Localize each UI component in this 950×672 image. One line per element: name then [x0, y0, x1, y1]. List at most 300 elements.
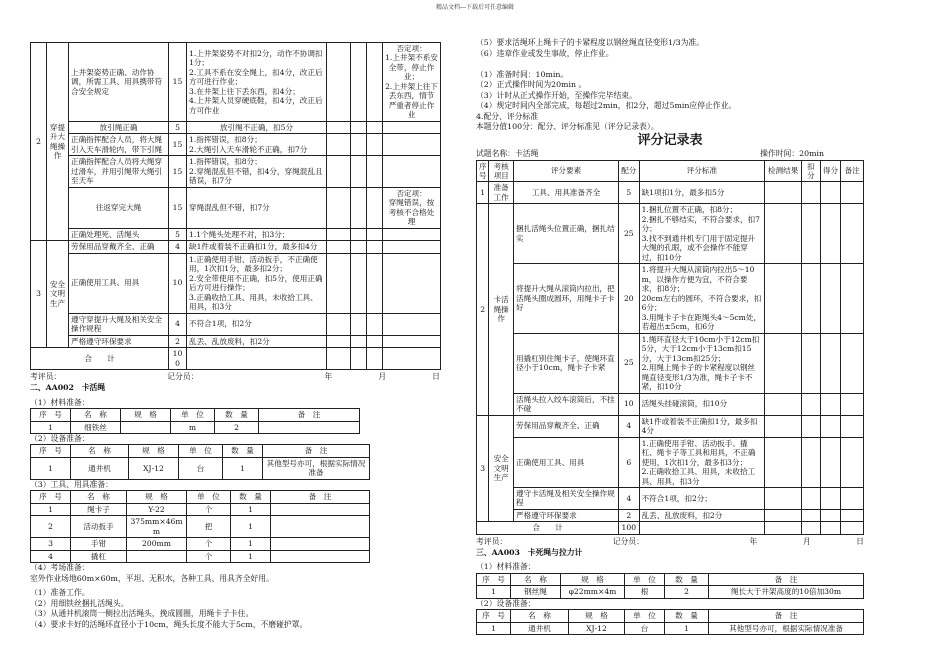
- tools-cell: [271, 550, 370, 562]
- requirement-line: （1）准备时间：10min。: [476, 69, 569, 79]
- materials-row-cell: φ22mm×4m: [561, 586, 625, 598]
- tools-header: [31, 491, 370, 503]
- tools-cell: 4: [31, 550, 71, 562]
- blank-cell: [802, 182, 821, 204]
- tools-label: （3）工具、用具准备：: [30, 479, 113, 489]
- equipment-row-cell: 其他型号亦可，根据实际情况准备: [263, 457, 370, 479]
- tools-table: [30, 490, 370, 563]
- score-value: 4: [169, 241, 187, 253]
- equipment-row: [477, 622, 864, 634]
- materials-header-cell: 单 位: [171, 409, 215, 421]
- score-value: 15: [169, 43, 187, 122]
- scoring-criteria: 穿绳混乱但不错，扣7分: [187, 187, 327, 228]
- right-column: [476, 38, 864, 635]
- tools-cell: [271, 503, 370, 515]
- tools-cell: 1: [231, 516, 271, 538]
- scoring-header-cell: 评分标准: [639, 160, 765, 182]
- result-cell: [327, 187, 351, 228]
- scoring-criteria: 不符合1项，扣2分；: [639, 488, 765, 510]
- scoring-criteria: 乱丢、乱放废料，扣2分: [187, 335, 327, 347]
- remark-cell: [383, 241, 441, 253]
- table-row: [31, 241, 441, 253]
- tools-cell: 375mm×46mm: [127, 516, 187, 538]
- scoring-header-cell: 考核项目: [489, 160, 514, 182]
- blank-cell: [820, 415, 841, 437]
- scoring-header-cell: 序号: [477, 160, 489, 182]
- scoring-element: 劳保用品穿戴齐全、正确: [514, 415, 619, 437]
- scoring-element: 上井架姿势正确、动作协调，所需工具、用具携带符合安全规定: [69, 43, 169, 122]
- scoring-header-cell: 检测结果: [765, 160, 802, 182]
- blank-cell: [841, 182, 864, 204]
- equipment-header-cell: 单 位: [625, 610, 665, 622]
- materials-row-cell: [121, 421, 171, 433]
- blank-cell: [820, 204, 841, 264]
- blank-cell: [765, 415, 802, 437]
- blank-cell: [820, 522, 841, 534]
- remark-cell: 否定项： 1.上井架不系安全带，停止作业； 2.上井架上往下丢东西，情节严重者停止作业: [383, 43, 441, 122]
- earned-cell: [367, 187, 383, 228]
- blank-cell: [820, 182, 841, 204]
- scoring-element: 正确使用工具、用具: [514, 437, 619, 487]
- test-info-line: [476, 149, 864, 160]
- score-value: 25: [619, 204, 640, 264]
- section-title-aa002: 二、AA002 卡活绳: [30, 383, 106, 393]
- table-row: [31, 43, 441, 122]
- earned-cell: [367, 228, 383, 240]
- score-value: 4: [619, 415, 640, 437]
- month-label: 月: [378, 372, 387, 382]
- result-cell: [327, 43, 351, 122]
- equipment-row-cell: 台: [179, 457, 223, 479]
- tools-cell: 撬杠: [71, 550, 127, 562]
- result-cell: [327, 253, 351, 313]
- deduct-cell: [351, 313, 367, 335]
- materials-label-2: （1）材料准备：: [476, 562, 536, 572]
- tools-cell: 绳卡子: [71, 503, 127, 515]
- tools-row: [31, 538, 370, 550]
- result-cell: [327, 156, 351, 187]
- equipment-header-cell: 名 称: [71, 445, 129, 457]
- scoring-criteria: 1.1个绳头处理不对，扣3分；: [187, 228, 327, 240]
- deduct-cell: [351, 187, 367, 228]
- scoring-header-cell: 配分: [619, 160, 640, 182]
- earned-cell: [367, 313, 383, 335]
- score-value: 20: [619, 264, 640, 333]
- tools-row: [31, 516, 370, 538]
- result-cell: [327, 241, 351, 253]
- blank-cell: [367, 348, 383, 370]
- equipment-row-cell: 通井机: [511, 622, 569, 634]
- equipment-header-cell: 备 注: [263, 445, 370, 457]
- remark-cell: [383, 335, 441, 347]
- materials-row-cell: 2: [215, 421, 259, 433]
- blank-cell: [841, 264, 864, 333]
- blank-cell: [765, 333, 802, 393]
- day-label-2: 日: [856, 536, 864, 546]
- scoring-table-2: [476, 160, 864, 535]
- earned-cell: [367, 121, 383, 133]
- materials-header-cell: 数 量: [665, 573, 709, 585]
- scoring-criteria: 1.指挥错误，扣8分； 2.穿绳混乱但不错，扣4分，穿绳混乱且错误，扣7分: [187, 156, 327, 187]
- earned-cell: [367, 335, 383, 347]
- materials-row-cell: m: [171, 421, 215, 433]
- equipment-label-2: （2）设备准备：: [476, 598, 536, 608]
- materials-header-cell: 规 格: [561, 573, 625, 585]
- table-row: [31, 156, 441, 187]
- tools-header-cell: 数 量: [231, 491, 271, 503]
- score-value: 10: [169, 253, 187, 313]
- blank-cell: [820, 437, 841, 487]
- equipment-row-cell: 台: [625, 622, 665, 634]
- table-row: [31, 121, 441, 133]
- score-value: 15: [169, 156, 187, 187]
- blank-cell: [820, 264, 841, 333]
- result-cell: [327, 313, 351, 335]
- scoring-header-cell: 备注: [841, 160, 864, 182]
- score-value: 2: [169, 335, 187, 347]
- equipment-header-cell: 序 号: [477, 610, 511, 622]
- scoring-criteria: 缺1件或着装不正确扣1分，最多扣4分: [187, 241, 327, 253]
- table-row: [477, 437, 864, 487]
- scoring-table-1: [30, 42, 441, 370]
- blank-cell: [820, 488, 841, 510]
- materials-row-cell: 钢丝绳: [511, 586, 561, 598]
- materials-table: [30, 408, 360, 434]
- materials-header-cell: 序 号: [477, 573, 511, 585]
- scoring-criteria: 缺1件或着装不正确扣1分，最多扣4分: [639, 415, 765, 437]
- earned-cell: [367, 156, 383, 187]
- materials-header-cell: 数 量: [215, 409, 259, 421]
- remark-cell: [383, 228, 441, 240]
- total-label: 合 计: [477, 522, 619, 534]
- assessment-item: 卡活绳操作: [489, 204, 514, 415]
- tools-cell: 2: [31, 516, 71, 538]
- score-value: 6: [619, 437, 640, 487]
- blank-cell: [765, 437, 802, 487]
- remark-cell: [383, 253, 441, 313]
- tools-cell: 200mm: [127, 538, 187, 550]
- equipment-header-cell: 数 量: [665, 610, 709, 622]
- tools-header-cell: 规 格: [127, 491, 187, 503]
- requirement-line: （4）规定时间内全部完成，每超过2min，扣2分，超过5min应停止作业。: [476, 101, 737, 110]
- blank-cell: [841, 393, 864, 415]
- blank-cell: [802, 437, 821, 487]
- recorder-label: 记分员：: [167, 372, 199, 382]
- table-row: [31, 187, 441, 228]
- scoring-element: 将提升大绳从滚筒内拉出，把活绳头圈成圆环，用绳卡子卡好: [514, 264, 619, 333]
- blank-cell: [841, 437, 864, 487]
- tools-cell: 把: [187, 516, 231, 538]
- tools-cell: 3: [31, 538, 71, 550]
- assessment-item: 准备工作: [489, 182, 514, 204]
- tools-row: [31, 503, 370, 515]
- result-cell: [327, 121, 351, 133]
- scoring-element: 工具、用具准备齐全: [514, 182, 619, 204]
- blank-cell: [765, 509, 802, 521]
- blank-cell: [802, 393, 821, 415]
- venue-label: （4）考场准备：: [30, 563, 90, 573]
- equipment-row-cell: XJ-12: [569, 622, 625, 634]
- deduct-cell: [351, 121, 367, 133]
- deduct-cell: [351, 156, 367, 187]
- equipment-row: [31, 457, 370, 479]
- tools-cell: 1: [231, 503, 271, 515]
- materials-label: （1）材料准备：: [30, 397, 90, 407]
- requirement-line: [476, 59, 864, 70]
- blank-cell: [841, 415, 864, 437]
- scoring-element: 放引绳正确: [69, 121, 169, 133]
- blank-cell: [841, 509, 864, 521]
- equipment-row-cell: 通井机: [71, 457, 129, 479]
- equipment-header-cell: 规 格: [129, 445, 179, 457]
- remark-cell: [383, 134, 441, 156]
- tools-row: [31, 550, 370, 562]
- tools-header-cell: 名 称: [71, 491, 127, 503]
- materials-header-cell: 名 称: [511, 573, 561, 585]
- equipment-header: [477, 610, 864, 622]
- materials-row-cell: 绳长大于井架高度的10倍加30m: [709, 586, 864, 598]
- scoring-header-cell: 评分要素: [514, 160, 619, 182]
- materials-header: [31, 409, 360, 421]
- tools-cell: 1: [231, 550, 271, 562]
- blank-cell: [802, 509, 821, 521]
- tools-header-cell: 单 位: [187, 491, 231, 503]
- score-value: 10: [619, 393, 640, 415]
- equipment-table: [30, 444, 370, 479]
- deduct-cell: [351, 43, 367, 122]
- equipment-row-cell: 1: [31, 457, 71, 479]
- total-row: [31, 348, 441, 370]
- scoring-criteria: 缺1项扣1分，最多扣5分: [639, 182, 765, 204]
- scoring-element: 严格遵守环保要求: [514, 509, 619, 521]
- materials-header-cell: 备 注: [259, 409, 360, 421]
- deduct-cell: [351, 241, 367, 253]
- materials-table-2: [476, 573, 864, 599]
- row-number: 3: [477, 415, 489, 522]
- score-value: 4: [169, 313, 187, 335]
- deduct-cell: [351, 134, 367, 156]
- equipment-table-2: [476, 609, 864, 635]
- earned-cell: [367, 253, 383, 313]
- requirement-line: （2）正式操作时间为20min 。: [476, 80, 587, 89]
- left-column: [30, 42, 440, 630]
- year-label-2: 年: [749, 536, 758, 546]
- assessment-item: 安全文明生产: [489, 415, 514, 522]
- table-row: [477, 415, 864, 437]
- remark-cell: [383, 121, 441, 133]
- blank-cell: [187, 348, 327, 370]
- sign-line-2: [476, 537, 864, 548]
- tools-cell: 个: [187, 550, 231, 562]
- materials-row: [477, 586, 864, 598]
- blank-cell: [802, 204, 821, 264]
- requirement-line: （6）违章作业或发生事故，停止作业。: [476, 48, 614, 58]
- tools-cell: 1: [231, 538, 271, 550]
- tools-cell: [271, 538, 370, 550]
- equipment-header-cell: 名 称: [511, 610, 569, 622]
- equipment-header: [31, 445, 370, 457]
- operation-time: 操作时间：20min: [760, 148, 824, 158]
- remark-cell: [383, 313, 441, 335]
- form-title: 评分记录表: [637, 132, 703, 148]
- blank-cell: [383, 348, 441, 370]
- table-row: [31, 134, 441, 156]
- scoring-element: 遵守穿提升大绳及相关安全操作规程: [69, 313, 169, 335]
- blank-cell: [765, 264, 802, 333]
- tools-cell: 1: [31, 503, 71, 515]
- score-value: 5: [169, 228, 187, 240]
- step-line: （2）用细铁丝捆扎活绳头。: [30, 598, 129, 608]
- step-name: 安全文明生产: [47, 241, 69, 348]
- earned-cell: [367, 43, 383, 122]
- earned-cell: [367, 241, 383, 253]
- scoring-criteria: 不符合1项，扣2分: [187, 313, 327, 335]
- earned-cell: [367, 134, 383, 156]
- equipment-row-cell: 1: [223, 457, 263, 479]
- scoring-element: 用撬杠别住绳卡子，使绳环直径小于10cm，绳卡子卡紧: [514, 333, 619, 393]
- equipment-row-cell: 1: [665, 622, 709, 634]
- table-row: [31, 313, 441, 335]
- year-label: 年: [324, 372, 333, 382]
- materials-row-cell: 1: [31, 421, 71, 433]
- deduct-cell: [351, 228, 367, 240]
- equipment-row-cell: 其他型号亦可，根据实际情况准备: [709, 622, 864, 634]
- scoring-element: 正确使用工具、用具: [69, 253, 169, 313]
- materials-row-cell: 1: [477, 586, 511, 598]
- score-value: 2: [619, 509, 640, 521]
- recorder-label-2: 记分员：: [612, 536, 644, 546]
- materials-row: [31, 421, 360, 433]
- blank-cell: [639, 522, 765, 534]
- sign-line-1: [30, 372, 440, 383]
- scoring-element: 捆扎活绳头位置正确，捆扎结实: [514, 204, 619, 264]
- section-title-aa003: 三、AA003 卡死绳与拉力计: [476, 547, 583, 557]
- blank-cell: [841, 333, 864, 393]
- blank-cell: [765, 204, 802, 264]
- scoring-criteria: 1.正确使用手钳、活动扳手、撬杠、绳卡子等工具和用具，不正确使用，1次扣1分，最多扣3分； 2.正确收拾工具、用具，未收拾工具、用具，扣3分: [639, 437, 765, 487]
- score-value: 25: [619, 333, 640, 393]
- equipment-header-cell: 单 位: [179, 445, 223, 457]
- materials-row-cell: [259, 421, 360, 433]
- scoring-criteria: 1.正确使用手钳、活动扳手，不正确使用，1次扣1分，最多扣2分； 2.安全带使用不正确，扣5分，使用正确后方可进行操作； 3.正确收拾工具、用具，未收拾工具、用具，扣3分: [187, 253, 327, 313]
- table-row: [477, 509, 864, 521]
- remark-cell: 否定项： 穿绳错误，按考核不合格处理: [383, 187, 441, 228]
- equipment-row-cell: XJ-12: [129, 457, 179, 479]
- scoring-header-cell: 扣分: [802, 160, 821, 182]
- blank-cell: [351, 348, 367, 370]
- tools-header-cell: 序 号: [31, 491, 71, 503]
- scoring-element: 活绳头拉入绞车滚筒后，不挂不碰: [514, 393, 619, 415]
- table-row: [477, 182, 864, 204]
- scoring-criteria: 乱丢、乱放废料，扣2分: [639, 509, 765, 521]
- scoring-header: [477, 160, 864, 182]
- requirement-line: 4.配分、评分标准: [476, 111, 539, 121]
- materials-row-cell: 细铁丝: [71, 421, 121, 433]
- equipment-header-cell: 序 号: [31, 445, 71, 457]
- scoring-element: 正确指挥配合人员，将大绳引入天车滑轮内，带下引绳: [69, 134, 169, 156]
- blank-cell: [765, 393, 802, 415]
- total-label: 合 计: [31, 348, 169, 370]
- result-cell: [327, 335, 351, 347]
- scoring-header-cell: 得分: [820, 160, 841, 182]
- day-label: 日: [432, 372, 440, 382]
- scoring-criteria: 1.将提升大绳从滚筒内拉出5～10m，以操作方便为宜，不符合要求，扣8分； 20cm左右的圆环，不符合要求，扣6分； 3.用绳卡子卡在距绳头4～5cm处，若超出±5cm，扣6分: [639, 264, 765, 333]
- step-number: 3: [31, 241, 47, 348]
- operation-steps: [30, 588, 440, 630]
- result-cell: [327, 134, 351, 156]
- blank-cell: [765, 522, 802, 534]
- test-name: 试题名称：卡活绳: [476, 148, 539, 158]
- blank-cell: [841, 522, 864, 534]
- equipment-label: （2）设备准备：: [30, 433, 90, 443]
- step-number: 2: [31, 43, 47, 241]
- result-cell: [327, 228, 351, 240]
- row-number: 1: [477, 182, 489, 204]
- blank-cell: [841, 488, 864, 510]
- remark-cell: [383, 156, 441, 187]
- scoring-element: 劳保用品穿戴齐全、正确: [69, 241, 169, 253]
- step-line: （1）准备工作。: [30, 588, 90, 598]
- scoring-element: 严格遵守环保要求: [69, 335, 169, 347]
- scoring-element: 遵守卡活绳及相关安全操作规程: [514, 488, 619, 510]
- venue-text: 室外作业场地60m×60m，平坦、无积水，各种工具、用具齐全好用。: [30, 573, 274, 583]
- tools-cell: 个: [187, 503, 231, 515]
- scoring-criteria: 放引绳不正确，扣5分: [187, 121, 327, 133]
- table-row: [477, 204, 864, 264]
- tools-header-cell: 备 注: [271, 491, 370, 503]
- month-label-2: 月: [802, 536, 811, 546]
- equipment-header-cell: 规 格: [569, 610, 625, 622]
- materials-header: [477, 573, 864, 585]
- tools-cell: 活动扳手: [71, 516, 127, 538]
- score-value: 15: [169, 187, 187, 228]
- blank-cell: [802, 264, 821, 333]
- total-row: [477, 522, 864, 534]
- materials-row-cell: 根: [625, 586, 665, 598]
- step-name: 穿提升大绳操作: [47, 43, 69, 241]
- score-value: 15: [169, 134, 187, 156]
- deduct-cell: [351, 253, 367, 313]
- requirement-line: （5）要求活绳环上绳卡子的卡紧程度以钢丝绳直径变形1/3为准。: [476, 38, 705, 47]
- scoring-criteria: 1.指挥错误，扣8分； 2.大绳引入天车滑轮不正确，扣7分: [187, 134, 327, 156]
- total-score: 100: [169, 348, 187, 370]
- table-row: [31, 253, 441, 313]
- scoring-element: 正确处理死、活绳头: [69, 228, 169, 240]
- materials-header-cell: 规 格: [121, 409, 171, 421]
- score-value: 5: [169, 121, 187, 133]
- tools-cell: [271, 516, 370, 538]
- blank-cell: [765, 182, 802, 204]
- examiner-label-2: 考评员：: [476, 536, 508, 546]
- blank-cell: [820, 509, 841, 521]
- deduct-cell: [351, 335, 367, 347]
- blank-cell: [802, 333, 821, 393]
- table-row: [31, 335, 441, 347]
- total-score: 100: [619, 522, 640, 534]
- score-value: 5: [619, 182, 640, 204]
- blank-cell: [802, 415, 821, 437]
- scoring-criteria: 1.绳环直径大于10cm小于12cm扣5分，大于12cm小于13cm扣15分，大于13cm扣25分； 2.用绳上绳卡子的卡紧程度以钢丝绳直径变形1/3为准，绳卡子卡不紧，扣10分: [639, 333, 765, 393]
- scoring-element: 往返穿完大绳: [69, 187, 169, 228]
- blank-cell: [820, 393, 841, 415]
- scoring-criteria: 活绳头挂碰滚筒，扣10分: [639, 393, 765, 415]
- examiner-label: 考评员：: [30, 372, 62, 382]
- table-row: [477, 333, 864, 393]
- materials-row-cell: 2: [665, 586, 709, 598]
- requirement-line: 本题分值100分：配分、评分标准见（评分记录表）。: [476, 122, 659, 131]
- table-row: [31, 228, 441, 240]
- materials-header-cell: 备 注: [709, 573, 864, 585]
